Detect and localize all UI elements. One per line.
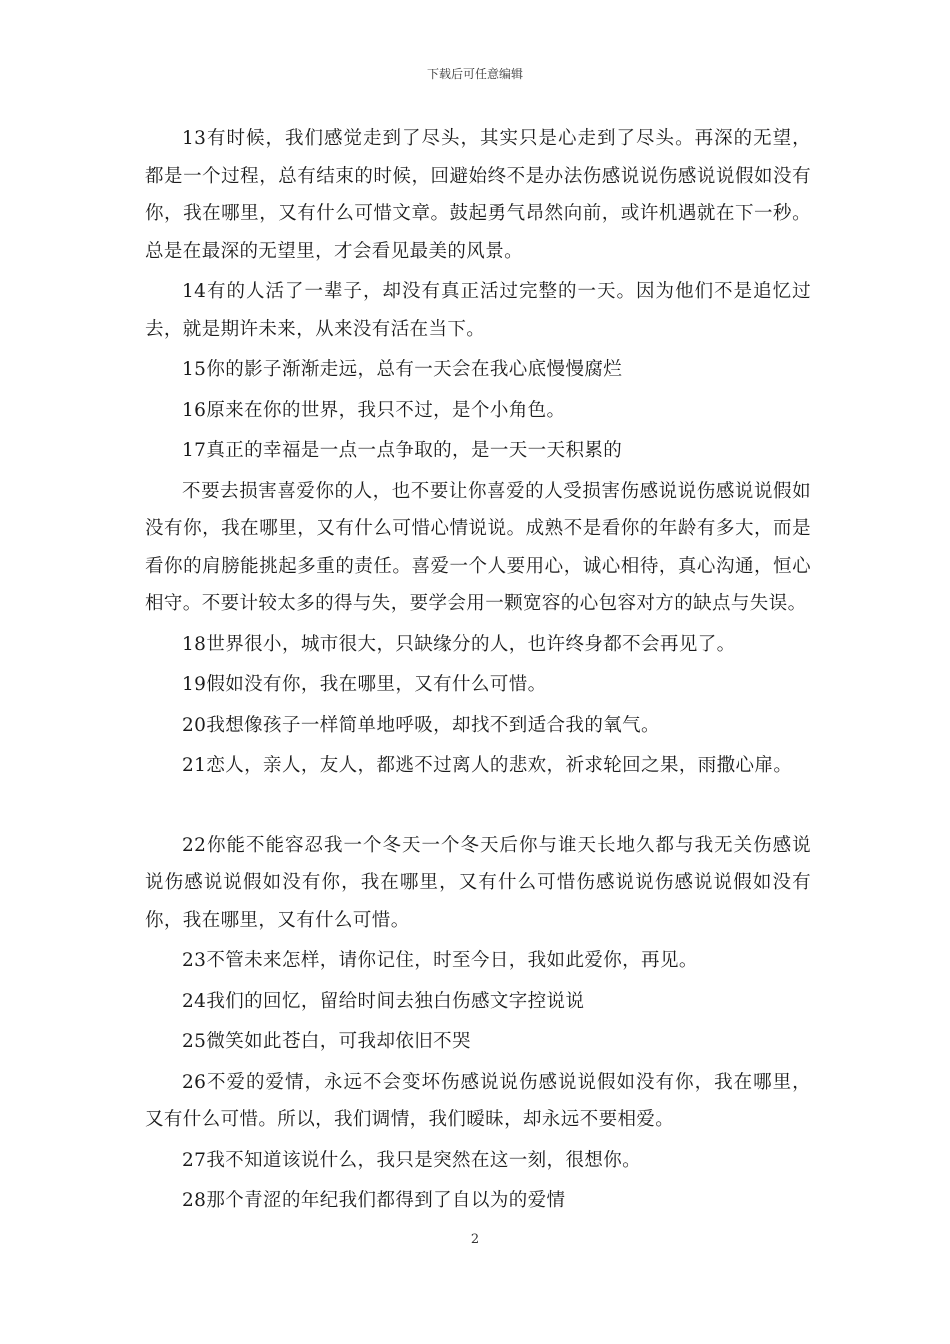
paragraph: 14有的人活了一辈子，却没有真正活过完整的一天。因为他们不是追忆过去，就是期许未来，从来没有活在当下。: [145, 281, 811, 340]
blank-line: [145, 788, 811, 827]
paragraph: 28那个青涩的年纪我们都得到了自以为的爱情: [182, 1190, 566, 1211]
paragraph: 17真正的幸福是一点一点争取的，是一天一天积累的: [182, 440, 623, 461]
paragraph: 26不爱的爱情，永远不会变坏伤感说说伤感说说假如没有你，我在哪里，又有什么可惜。所以，我们调情，我们暧昧，却永远不要相爱。: [145, 1071, 811, 1130]
paragraph: 21恋人，亲人，友人，都逃不过离人的悲欢，祈求轮回之果，雨撒心扉。: [182, 755, 793, 776]
paragraph: 20我想像孩子一样简单地呼吸，却找不到适合我的氧气。: [182, 714, 660, 736]
paragraph: 25微笑如此苍白，可我却依旧不哭: [182, 1031, 471, 1052]
paragraph: 13有时候，我们感觉走到了尽头，其实只是心走到了尽头。再深的无望，都是一个过程，总有结束的时候，回避始终不是办法伤感说说伤感说说假如没有你，我在哪里，又有什么可惜文章。鼓起勇气昂然向前，或许机遇就在下一秒。总是在最深的无望里，才会看见最美的风景。: [145, 128, 811, 262]
page-number: 2: [470, 1232, 480, 1247]
page-header: 下载后可任意编辑: [426, 67, 523, 81]
paragraph: 27我不知道该说什么，我只是突然在这一刻，很想你。: [182, 1149, 642, 1171]
paragraph: 18世界很小，城市很大，只缺缘分的人，也许终身都不会再见了。: [182, 633, 736, 655]
paragraph: 16原来在你的世界，我只不过，是个小角色。: [182, 399, 566, 421]
paragraph: 19假如没有你，我在哪里，又有什么可惜。: [182, 674, 547, 695]
paragraph: 22你能不能容忍我一个冬天一个冬天后你与谁天长地久都与我无关伤感说说伤感说说假如没有你，我在哪里，又有什么可惜伤感说说伤感说说假如没有你，我在哪里，又有什么可惜。: [145, 834, 811, 931]
paragraph: 23不管未来怎样，请你记住，时至今日，我如此爱你，再见。: [182, 950, 698, 971]
paragraph: 不要去损害喜爱你的人，也不要让你喜爱的人受损害伤感说说伤感说说假如没有你，我在哪里，又有什么可惜心情说说。成熟不是看你的年龄有多大，而是看你的肩膀能挑起多重的责任。喜爱一个人要用心，诚心相待，真心沟通，恒心相守。不要计较太多的得与失，要学会用一颗宽容的心包容对方的缺点与失误。: [145, 480, 811, 614]
document-body: [145, 120, 811, 1223]
paragraph: 15你的影子渐渐走远，总有一天会在我心底慢慢腐烂: [182, 359, 623, 380]
paragraph: 24我们的回忆，留给时间去独白伤感文字控说说: [182, 990, 585, 1012]
